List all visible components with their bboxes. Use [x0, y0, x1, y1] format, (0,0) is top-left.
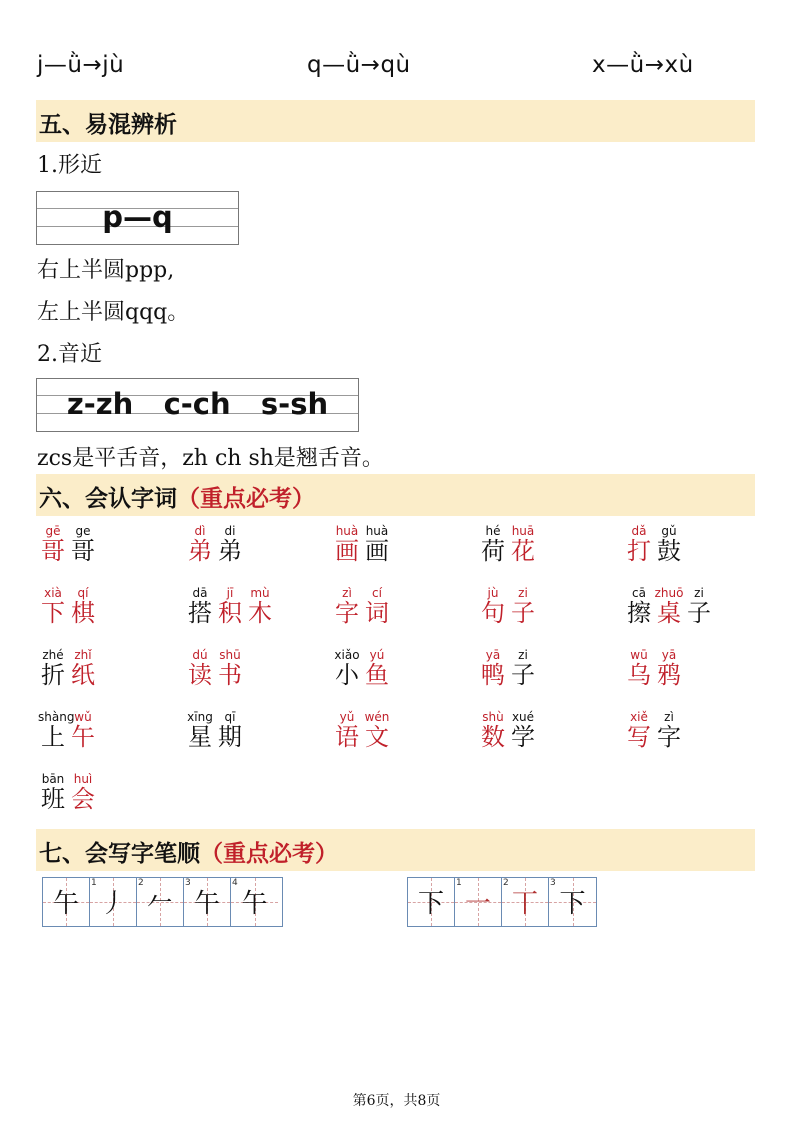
word-item — [332, 586, 452, 642]
pinyin-syllable: huà — [335, 524, 359, 538]
hanzi-char: 下 — [41, 599, 65, 627]
step-number: 1 — [456, 878, 462, 888]
word-item — [478, 586, 598, 642]
pinyin-syllable: xué — [511, 710, 535, 724]
pinyin-syllable: bān — [41, 772, 65, 786]
hanzi-char: 字 — [657, 723, 681, 751]
word-item — [38, 648, 158, 704]
step-char: 丅 — [511, 889, 538, 919]
hanzi-char: 画 — [365, 537, 389, 565]
hanzi-char: 折 — [41, 661, 65, 689]
pinyin-syllable: ge — [75, 524, 91, 538]
section-5-title: 五、易混辨析 — [39, 111, 177, 138]
model-char: 下 — [417, 889, 444, 919]
hanzi-char: 弟 — [188, 537, 212, 565]
hanzi-char: 搭 — [188, 599, 212, 627]
word-characters — [332, 536, 392, 566]
pinyin-syllable: qī — [224, 710, 236, 724]
step-number: 3 — [550, 878, 556, 888]
model-cell — [408, 878, 455, 926]
hint-left-semicircle: 左上半圆qqq。 — [37, 300, 190, 325]
pinyin-rule-qu: q—ǜ→qù — [307, 52, 411, 78]
hanzi-char: 子 — [511, 661, 535, 689]
word-item — [185, 586, 305, 642]
section-7-title-emphasis: （重点必考） — [200, 840, 338, 867]
zcs-pairs: z-zh c-ch s-sh — [66, 387, 329, 421]
stroke-step-cell — [184, 878, 231, 926]
word-characters — [185, 598, 275, 628]
word-characters — [478, 722, 538, 752]
hanzi-char: 词 — [365, 599, 389, 627]
hanzi-char: 花 — [511, 537, 535, 565]
word-item — [624, 524, 744, 580]
hanzi-char: 上 — [41, 723, 65, 751]
pinyin-syllable: shū — [219, 648, 241, 662]
word-characters — [38, 722, 98, 752]
hanzi-char: 句 — [481, 599, 505, 627]
pinyin-syllable: yǔ — [339, 710, 355, 724]
word-item — [185, 524, 305, 580]
pinyin-syllable: jī — [226, 586, 234, 600]
hanzi-char: 写 — [627, 723, 651, 751]
pinyin-syllable: mù — [250, 586, 270, 600]
pinyin-rule-xu: x—ǜ→xù — [592, 52, 694, 78]
hanzi-char: 哥 — [71, 537, 95, 565]
step-number: 3 — [185, 878, 191, 888]
pinyin-syllable: cā — [632, 586, 646, 600]
hanzi-char: 子 — [687, 599, 711, 627]
hanzi-char: 乌 — [627, 661, 651, 689]
hanzi-char: 纸 — [71, 661, 95, 689]
section-6-title — [39, 480, 315, 513]
word-characters — [185, 660, 245, 690]
pinyin-syllable: hé — [485, 524, 501, 538]
step-number: 2 — [138, 878, 144, 888]
section-5-header — [36, 100, 755, 142]
word-characters — [624, 660, 684, 690]
word-item — [332, 710, 452, 766]
word-item — [478, 710, 598, 766]
word-item — [332, 524, 452, 580]
pinyin-syllable: shù — [482, 710, 504, 724]
step-number: 2 — [503, 878, 509, 888]
model-char: 午 — [52, 889, 79, 919]
pinyin-syllable: shàng — [38, 710, 75, 724]
word-item — [38, 586, 158, 642]
word-characters — [624, 722, 684, 752]
pinyin-syllable: zì — [664, 710, 674, 724]
word-item — [624, 648, 744, 704]
subheading-sound: 2.音近 — [37, 342, 102, 367]
section-6-header — [36, 474, 755, 516]
pq-writing-box — [36, 191, 239, 245]
hanzi-char: 星 — [188, 723, 212, 751]
section-7-header — [36, 829, 755, 871]
pinyin-syllable: wǔ — [74, 710, 92, 724]
word-item — [185, 710, 305, 766]
pinyin-syllable: zhuō — [654, 586, 684, 600]
hanzi-char: 哥 — [41, 537, 65, 565]
pinyin-syllable: jù — [487, 586, 499, 600]
hanzi-char: 积 — [218, 599, 242, 627]
word-item — [38, 524, 158, 580]
pinyin-syllable: gǔ — [661, 524, 677, 538]
stroke-step-cell — [90, 878, 137, 926]
pinyin-syllable: xiǎo — [334, 648, 360, 662]
hanzi-char: 数 — [481, 723, 505, 751]
hanzi-char: 班 — [41, 785, 65, 813]
pinyin-syllable: wén — [364, 710, 390, 724]
hanzi-char: 书 — [218, 661, 242, 689]
hanzi-char: 字 — [335, 599, 359, 627]
hanzi-char: 子 — [511, 599, 535, 627]
stroke-step-cell — [231, 878, 278, 926]
hanzi-char: 学 — [511, 723, 535, 751]
word-item — [624, 710, 744, 766]
hanzi-char: 弟 — [218, 537, 242, 565]
pinyin-syllable: zi — [518, 648, 528, 662]
section-7-title-main: 七、会写字笔顺 — [39, 840, 200, 867]
pinyin-syllable: zi — [518, 586, 528, 600]
hanzi-char: 鱼 — [365, 661, 389, 689]
pinyin-rule-ju: j—ǜ→jù — [37, 52, 125, 78]
pinyin-syllable: dā — [192, 586, 208, 600]
pinyin-syllable: xià — [44, 586, 62, 600]
word-characters — [624, 536, 684, 566]
stroke-step-cell — [549, 878, 596, 926]
step-char: 下 — [559, 889, 586, 919]
pinyin-syllable: xiě — [630, 710, 648, 724]
step-char: 一 — [464, 889, 491, 919]
pinyin-syllable: huì — [73, 772, 93, 786]
word-characters — [38, 784, 98, 814]
pinyin-syllable: dì — [194, 524, 206, 538]
stroke-step-cell — [455, 878, 502, 926]
hanzi-char: 午 — [71, 723, 95, 751]
hanzi-char: 语 — [335, 723, 359, 751]
pinyin-syllable: di — [224, 524, 236, 538]
word-characters — [332, 598, 392, 628]
hanzi-char: 文 — [365, 723, 389, 751]
pinyin-syllable: dǎ — [631, 524, 647, 538]
word-item — [38, 710, 158, 766]
hanzi-char: 会 — [71, 785, 95, 813]
step-char: 午 — [241, 889, 268, 919]
hanzi-char: 打 — [627, 537, 651, 565]
word-characters — [478, 660, 538, 690]
hanzi-char: 期 — [218, 723, 242, 751]
hanzi-char: 鼓 — [657, 537, 681, 565]
hanzi-char: 鸦 — [657, 661, 681, 689]
word-characters — [478, 536, 538, 566]
word-characters — [38, 598, 98, 628]
page-footer: 第6页，共8页 — [352, 1093, 441, 1109]
stroke-order-wu — [42, 877, 283, 927]
pinyin-syllable: gē — [45, 524, 61, 538]
hanzi-char: 画 — [335, 537, 359, 565]
word-item — [624, 586, 744, 642]
pinyin-syllable: yā — [485, 648, 501, 662]
pinyin-syllable: zì — [342, 586, 352, 600]
pinyin-syllable: qí — [77, 586, 89, 600]
hanzi-char: 擦 — [627, 599, 651, 627]
stroke-step-cell — [137, 878, 184, 926]
hanzi-char: 读 — [188, 661, 212, 689]
stroke-step-cell — [502, 878, 549, 926]
hanzi-char: 桌 — [657, 599, 681, 627]
section-6-title-emphasis: （重点必考） — [177, 485, 315, 512]
pinyin-syllable: xīng — [187, 710, 213, 724]
word-characters — [332, 722, 392, 752]
tongue-position-note: zcs是平舌音，zh ch sh是翘舌音。 — [37, 446, 384, 471]
pinyin-syllable: wū — [630, 648, 648, 662]
step-number: 4 — [232, 878, 238, 888]
word-item — [185, 648, 305, 704]
pinyin-syllable: zi — [694, 586, 704, 600]
pinyin-syllable: huā — [511, 524, 535, 538]
hanzi-char: 木 — [248, 599, 272, 627]
step-char: 丿 — [99, 889, 126, 919]
step-number: 1 — [91, 878, 97, 888]
hanzi-char: 鸭 — [481, 661, 505, 689]
pinyin-syllable: yā — [661, 648, 677, 662]
section-6-title-main: 六、会认字词 — [39, 485, 177, 512]
pq-pair: p—q — [102, 200, 173, 234]
step-char: 午 — [193, 889, 220, 919]
step-char: 𠂉 — [146, 889, 173, 919]
word-item — [332, 648, 452, 704]
zcs-writing-box — [36, 378, 359, 432]
pinyin-syllable: dú — [192, 648, 208, 662]
hanzi-char: 棋 — [71, 599, 95, 627]
word-characters — [624, 598, 714, 628]
stroke-order-xia — [407, 877, 597, 927]
hint-right-semicircle: 右上半圆ppp, — [37, 258, 175, 283]
word-characters — [478, 598, 538, 628]
word-characters — [185, 536, 245, 566]
word-item — [478, 524, 598, 580]
subheading-shape: 1.形近 — [37, 153, 102, 178]
word-characters — [332, 660, 392, 690]
word-characters — [38, 660, 98, 690]
hanzi-char: 小 — [335, 661, 359, 689]
hanzi-char: 荷 — [481, 537, 505, 565]
pinyin-syllable: zhǐ — [74, 648, 92, 662]
pinyin-syllable: huà — [365, 524, 389, 538]
pinyin-syllable: yú — [369, 648, 385, 662]
section-7-title — [39, 835, 338, 868]
model-cell — [43, 878, 90, 926]
word-characters — [185, 722, 245, 752]
word-item — [478, 648, 598, 704]
word-characters — [38, 536, 98, 566]
pinyin-syllable: zhé — [42, 648, 64, 662]
pinyin-syllable: cí — [372, 586, 382, 600]
word-item — [38, 772, 158, 828]
